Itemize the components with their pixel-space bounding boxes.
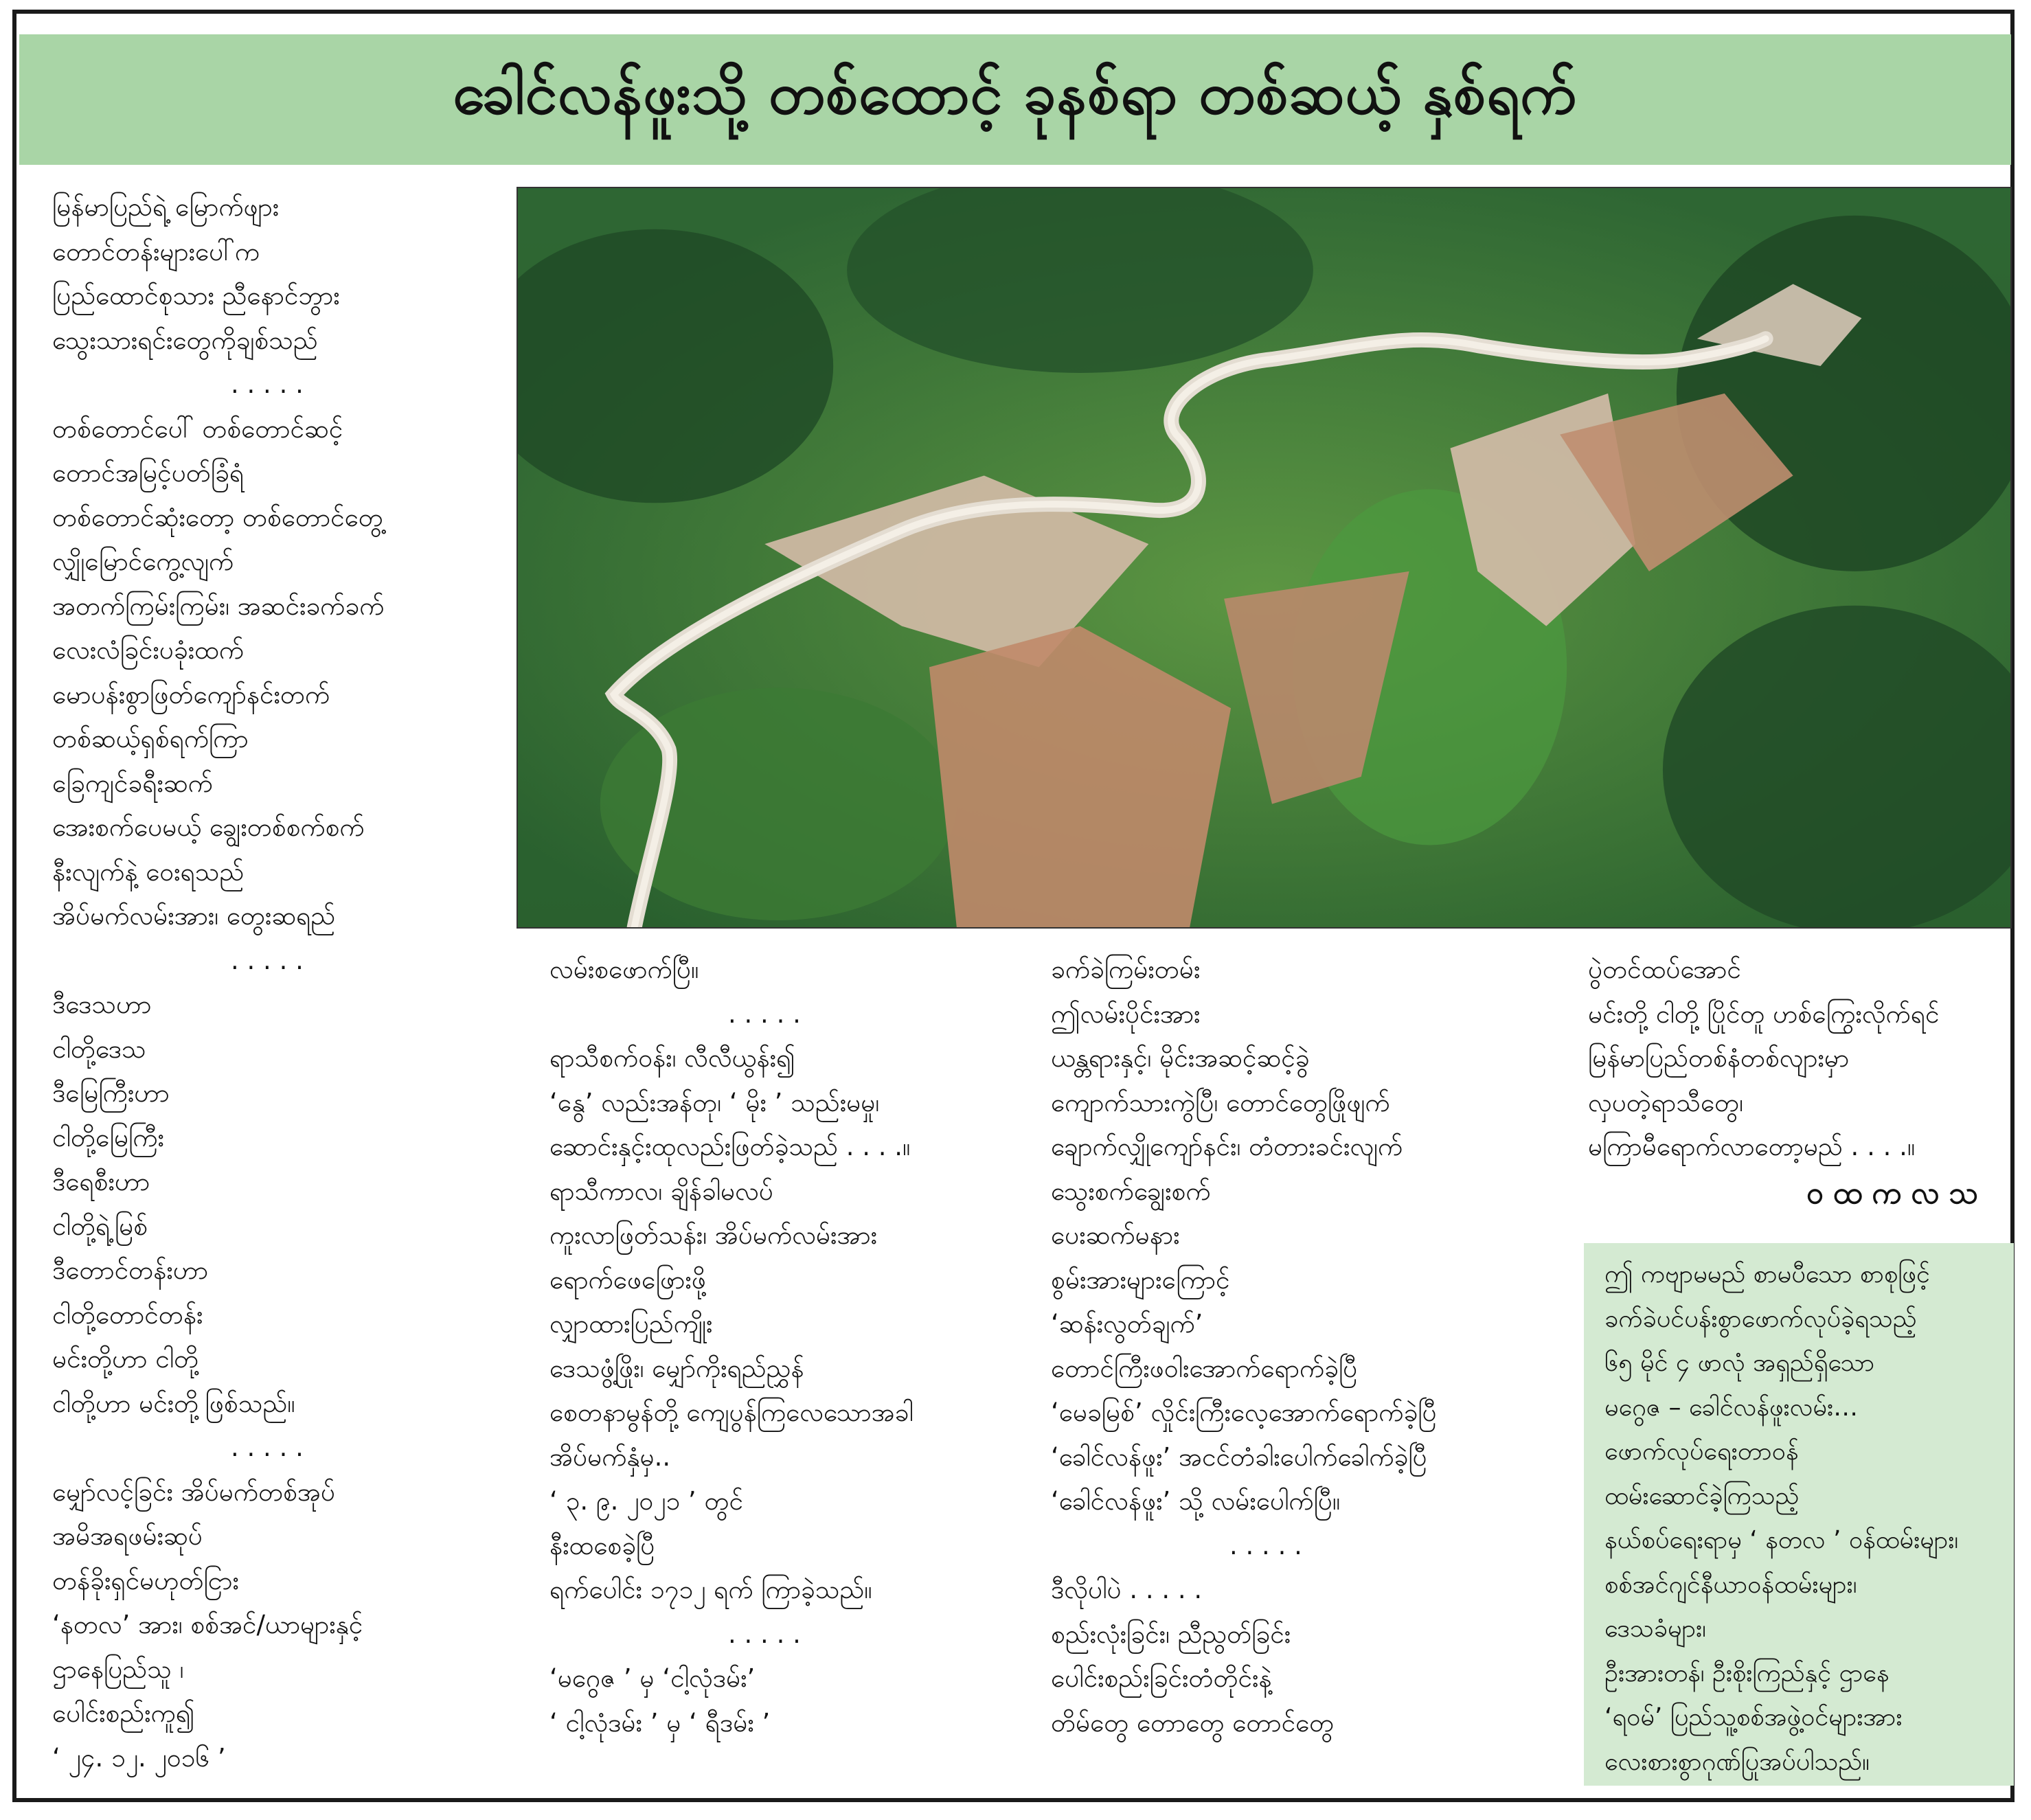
- poem-line: ချောက်လျှိုကျော်နင်း၊ တံတားခင်းလျက်: [1051, 1132, 1403, 1161]
- poem-line: မောပန်းစွာဖြတ်ကျော်နင်းတက်: [52, 679, 330, 709]
- poem-line: လမ်းစဖောက်ပြီ။: [549, 955, 699, 984]
- poem-line: ပွဲတင်ထပ်အောင်: [1588, 955, 1741, 984]
- poem-line: စွမ်းအားများကြောင့်: [1051, 1264, 1230, 1295]
- poem-line: လှပတဲ့ရာသီတွေ၊: [1588, 1087, 1744, 1117]
- poem-line: ပြည်ထောင်စုသား ညီနောင်ဘွား: [52, 281, 340, 310]
- stanza-separator: . . . . .: [231, 369, 304, 399]
- poem-line: ယန္တရားနှင့်၊ မိုင်းအဆင့်ဆင့်ခွဲ: [1051, 1043, 1310, 1073]
- poem-line: တောင်ကြီးဖဝါးအောက်ရောက်ခဲ့ပြီ: [1051, 1353, 1358, 1383]
- poem-line: ‘ ၂၄. ၁၂. ၂၀၁၆ ’: [52, 1742, 226, 1773]
- poem-line: ငါတို့ရဲ့မြစ်: [52, 1211, 148, 1241]
- poem-line: အိပ်မက်နှံမှ..: [549, 1442, 671, 1472]
- note-line: စစ်အင်ဂျင်နီယာဝန်ထမ်းများ၊: [1604, 1570, 1857, 1599]
- poem-line: ဒီမြေကြီးဟာ: [52, 1078, 170, 1108]
- note-line: ဖောက်လုပ်ရေးတာဝန်: [1604, 1437, 1799, 1466]
- poem-line: ‘ ၃. ၉. ၂၀၂၁ ’ တွင်: [549, 1486, 743, 1516]
- note-line: နယ်စပ်ရေးရာမှ ‘ နတလ ’ ဝန်ထမ်းများ၊: [1604, 1526, 1959, 1554]
- poem-line: အေးစက်ပေမယ့် ချွေးတစ်စက်စက်: [52, 812, 365, 842]
- poem-line: မင်းတို့ဟာ ငါတို့: [52, 1344, 199, 1374]
- poem-line: မကြာမီရောက်လာတော့မည် . . . .။: [1588, 1132, 1916, 1161]
- note-line: မဂွေဇ – ခေါင်လန်ဖူးလမ်း…: [1604, 1393, 1859, 1422]
- stanza-separator: . . . . .: [231, 1433, 304, 1462]
- poem-line: ငါတို့ဟာ မင်းတို့ဖြစ်သည်။: [52, 1388, 295, 1418]
- poem-line: တစ်တောင်ဆုံးတော့ တစ်တောင်တွေ့: [52, 502, 383, 532]
- poem-line: ပေါင်းစည်းခြင်းတံတိုင်းနဲ့: [1051, 1663, 1272, 1693]
- poem-line: မင်းတို့ ငါတို့ ပြိုင်တူ ဟစ်ကြွေးလိုက်ရင်: [1588, 999, 1940, 1029]
- poem-column-4: [1588, 948, 2014, 1170]
- poem-line: တန်ခိုးရှင်မဟုတ်ငြား: [52, 1565, 239, 1595]
- poem-line: ‘ခေါင်လန်ဖူး’ သို့ လမ်းပေါက်ပြီ။: [1051, 1486, 1341, 1516]
- poem-line: လျှာထားပြည်ကျိုး: [549, 1309, 713, 1339]
- poem-line: သွေးစက်ချွေးစက်: [1051, 1176, 1211, 1206]
- poem-line: အမိအရဖမ်းဆုပ်: [52, 1521, 203, 1551]
- poem-line: ဒီဒေသဟာ: [52, 990, 152, 1019]
- poem-column-2: [549, 948, 1044, 1745]
- poem-line: အိပ်မက်လမ်းအား၊ တွေးဆရည်: [52, 901, 336, 931]
- poem-line: တိမ်တွေ တောတွေ တောင်တွေ: [1051, 1707, 1335, 1738]
- note-line: ‘ရဝမ်’ ပြည်သူ့စစ်အဖွဲ့ဝင်များအား: [1604, 1703, 1903, 1731]
- poem-line: ဒီလိုပါပဲ . . . . .: [1051, 1575, 1203, 1604]
- page-title: ခေါင်လန်ဖူးသို့ တစ်ထောင့် ခုနစ်ရာ တစ်ဆယ့် နှစ်ရက်: [453, 60, 1578, 127]
- photo-illustration: [518, 188, 2010, 927]
- poem-line: ငါတို့တောင်တန်း: [52, 1299, 203, 1330]
- poem-column-1: [52, 185, 492, 1780]
- poem-line: နီးထစေခဲ့ပြီ: [549, 1530, 655, 1560]
- poem-line: ‘နွေ’ လည်းအန်တု၊ ‘ မိုး ’ သည်းမမှု၊: [549, 1087, 880, 1117]
- poem-line: စည်းလုံးခြင်း၊ ညီညွတ်ခြင်း: [1051, 1619, 1291, 1649]
- poem-line: ‘မေခမြစ်’ လှိုင်းကြီးလေ့အောက်ရောက်ခဲ့ပြီ: [1051, 1398, 1437, 1427]
- poem-line: ခြေကျင်ခရီးဆက်: [52, 768, 213, 798]
- title-banner: [19, 34, 2011, 165]
- poem-line: ဆောင်းနှင့်းထုလည်းဖြတ်ခဲ့သည် . . . .။: [549, 1132, 911, 1161]
- stanza-separator: . . . . .: [1229, 1530, 1302, 1560]
- poem-line: ဌာနေပြည်သူ ၊: [52, 1654, 184, 1684]
- poem-line: ‘ ငါ့လုံဒမ်း ’ မှ ‘ ရီဒမ်း ’: [549, 1707, 771, 1738]
- dedication-note-box: [1584, 1243, 2014, 1786]
- poem-line: ကူးလာဖြတ်သန်း၊ အိပ်မက်လမ်းအား: [549, 1220, 878, 1250]
- note-line: ဒေသခံများ၊: [1604, 1615, 1706, 1643]
- poem-line: ရာသီစက်ဝန်း၊ လီလီယွန်း၍: [549, 1043, 795, 1073]
- poem-line: အတက်ကြမ်းကြမ်း၊ အဆင်းခက်ခက်: [52, 591, 385, 621]
- note-line: ထမ်းဆောင်ခဲ့ကြသည့်: [1604, 1481, 1800, 1510]
- poem-line: ကျောက်သားကွဲပြီ၊ တောင်တွေဖြိုဖျက်: [1051, 1087, 1390, 1117]
- poem-line: ‘ဆန်းလွတ်ချက်’: [1051, 1309, 1203, 1339]
- note-line: ၆၅ မိုင် ၄ ဖာလုံ အရှည်ရှိသော: [1604, 1349, 1875, 1377]
- poem-line: ဒေသဖွံ့ဖြိုး၊ မျှော်ကိုးရည်ညွှန်: [549, 1353, 804, 1383]
- poem-line: မြန်မာပြည်ရဲ့ မြောက်ဖျား: [52, 192, 280, 222]
- poem-line: ‘မဂွေဇ ’ မှ ‘ငါ့လုံဒမ်း’: [549, 1663, 756, 1693]
- poem-line: ပေးဆက်မနား: [1051, 1220, 1180, 1250]
- stanza-separator: . . . . .: [728, 1619, 801, 1649]
- poem-line: ဤလမ်းပိုင်းအား: [1051, 999, 1201, 1029]
- note-line: ဤ ကဗျာမမည် စာမပီသော စာစုဖြင့်: [1604, 1260, 1930, 1288]
- poem-line: စေတနာမွန်တို့ ကျေပွန်ကြလေသောအခါ: [549, 1398, 914, 1427]
- stanza-separator: . . . . .: [728, 999, 801, 1029]
- poem-line: တောင်အမြင့်ပတ်ခြံရံ: [52, 458, 245, 488]
- mountain-road-photo: [517, 187, 2012, 929]
- poem-line: ရာသီကာလ၊ ချိန်ခါမလပ်: [549, 1176, 773, 1206]
- poem-line: တစ်ဆယ့်ရှစ်ရက်ကြာ: [52, 724, 249, 753]
- poem-line: တောင်တန်းများပေါ်က: [52, 236, 260, 266]
- poem-line: ရက်ပေါင်း ၁၇၁၂ ရက် ကြာခဲ့သည်။: [549, 1575, 872, 1604]
- poem-line: ငါတို့မြေကြီး: [52, 1122, 164, 1152]
- poem-line: လေးလံခြင်းပခုံးထက်: [52, 635, 245, 665]
- poem-line: ငါတို့ဒေသ: [52, 1034, 146, 1064]
- poem-line: ဒီတောင်တန်းဟာ: [52, 1255, 209, 1285]
- poem-line: သွေးသားရင်းတွေကိုချစ်သည်: [52, 325, 318, 355]
- author-signature: ဝထကလသ: [1806, 1176, 1988, 1211]
- stanza-separator: . . . . .: [231, 945, 304, 975]
- note-line: ခက်ခဲပင်ပန်းစွာဖောက်လုပ်ခဲ့ရသည့်: [1604, 1304, 1917, 1333]
- poem-line: ပေါင်းစည်းကူ၍: [52, 1698, 195, 1728]
- poem-line: ‘နတလ’ အား၊ စစ်အင်/ယာများနှင့်: [52, 1610, 363, 1639]
- note-line: ဦးအားတန်၊ ဦးစိုးကြည်နှင့် ဌာနေ: [1604, 1659, 1890, 1687]
- note-line: လေးစားစွာဂုဏ်ပြုအပ်ပါသည်။: [1604, 1747, 1870, 1776]
- poem-line: ဒီရေစီးဟာ: [52, 1167, 150, 1196]
- poem-line: လျှိုမြောင်ကွေ့လျက်: [52, 547, 234, 576]
- poem-line: တစ်တောင်ပေါ် တစ်တောင်ဆင့်: [52, 413, 343, 444]
- poem-line: ရောက်ဖေဖြေားဖို့: [549, 1264, 706, 1295]
- poem-line: ခက်ခဲကြမ်းတမ်း: [1051, 955, 1201, 984]
- poem-column-3: [1051, 948, 1545, 1745]
- poem-line: နီးလျက်နဲ့ ဝေးရသည်: [52, 856, 245, 887]
- poem-line: မြန်မာပြည်တစ်နံတစ်လျားမှာ: [1588, 1043, 1850, 1073]
- poem-line: ‘ခေါင်လန်ဖူး’ အငင်တံခါးပေါက်ခေါက်ခဲ့ပြီ: [1051, 1442, 1427, 1472]
- poem-line: မျှော်လင့်ခြင်း အိပ်မက်တစ်အုပ်: [52, 1477, 335, 1507]
